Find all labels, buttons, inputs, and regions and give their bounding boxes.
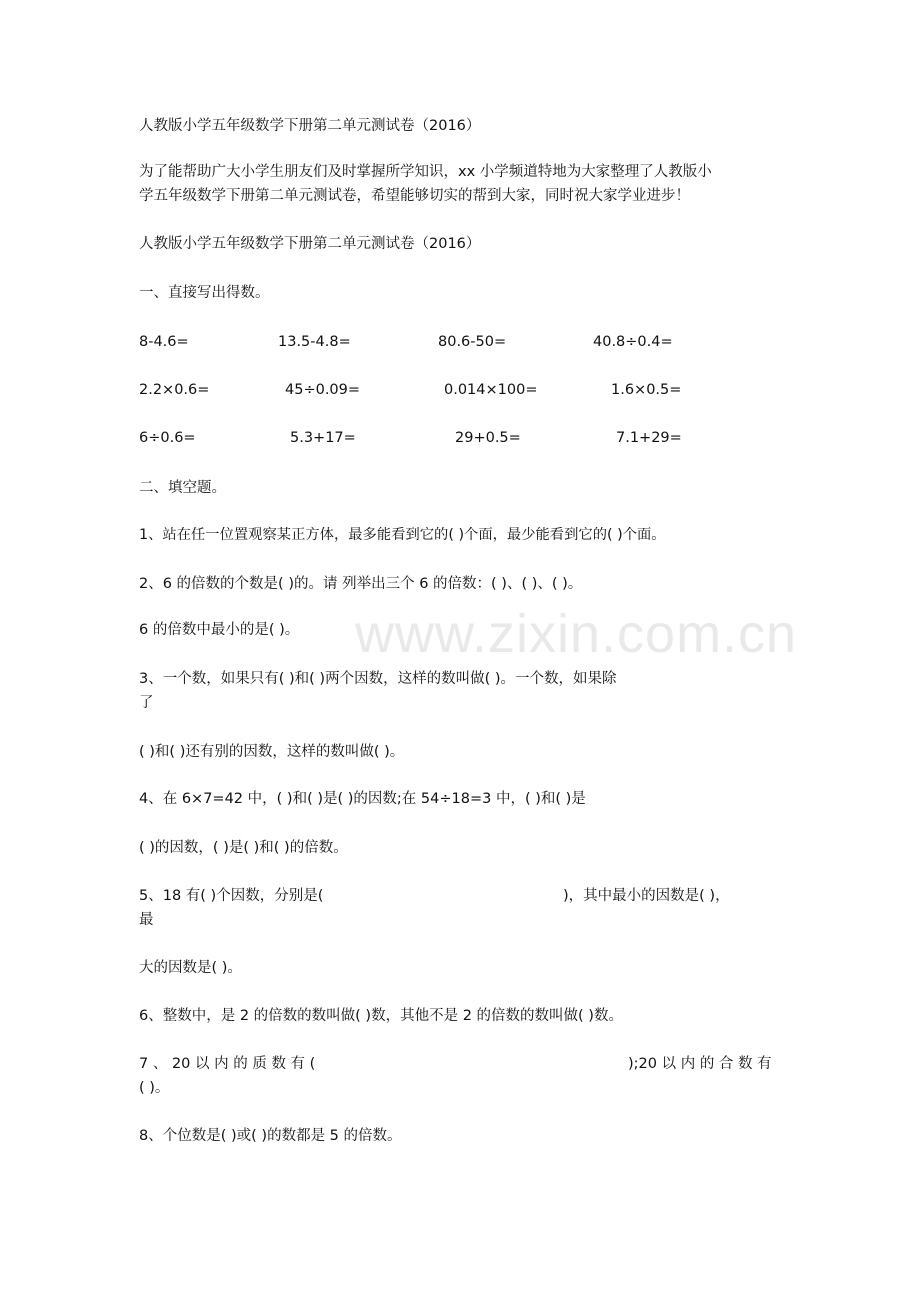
- document-title: 人教版小学五年级数学下册第二单元测试卷（2016）: [139, 118, 481, 134]
- intro-line-1: 为了能帮助广大小学生朋友们及时掌握所学知识，xx 小学频道特地为大家整理了人教版小: [139, 164, 712, 180]
- calc-item: 1.6×0.5=: [611, 382, 682, 398]
- calc-item: 7.1+29=: [616, 430, 682, 446]
- calc-item: 29+0.5=: [455, 430, 521, 446]
- calc-item: 6÷0.6=: [139, 430, 196, 446]
- question-8: 8、个位数是( )或( )的数都是 5 的倍数。: [139, 1128, 402, 1144]
- watermark: www.zixin.com.cn: [355, 604, 798, 664]
- question-1: 1、站在任一位置观察某正方体，最多能看到它的( )个面，最少能看到它的( )个面。: [139, 527, 666, 543]
- question-7-line-2: ( )。: [139, 1080, 170, 1096]
- calc-item: 13.5-4.8=: [278, 334, 351, 350]
- question-3-line-2: ( )和( )还有别的因数，这样的数叫做( )。: [139, 744, 405, 760]
- question-2-line-2: 6 的倍数中最小的是( )。: [139, 622, 300, 638]
- question-2-line-1: 2、6 的倍数的个数是( )的。请 列举出三个 6 的倍数：( )、( )、( )。: [139, 576, 583, 592]
- question-7-line-1: 7 、 20 以 内 的 质 数 有 (: [139, 1056, 316, 1072]
- question-4-line-2: ( )的因数，( )是( )和( )的倍数。: [139, 840, 348, 856]
- section1-heading: 一、直接写出得数。: [139, 285, 270, 301]
- calc-item: 8-4.6=: [139, 334, 189, 350]
- question-5-line-1: 5、18 有( )个因数，分别是(: [139, 888, 324, 904]
- question-3-line-1-wrap: 了: [139, 695, 154, 711]
- calc-item: 45÷0.09=: [285, 382, 361, 398]
- question-6: 6、整数中，是 2 的倍数的数叫做( )数，其他不是 2 的倍数的数叫做( )数。: [139, 1008, 623, 1024]
- calc-item: 0.014×100=: [444, 382, 538, 398]
- calc-item: 2.2×0.6=: [139, 382, 210, 398]
- question-5-line-1-wrap: 最: [139, 912, 154, 928]
- intro-line-2: 学五年级数学下册第二单元测试卷，希望能够切实的帮到大家，同时祝大家学业进步！: [139, 188, 690, 204]
- question-4-line-1: 4、在 6×7=42 中，( )和( )是( )的因数;在 54÷18=3 中，( )和( )是: [139, 791, 586, 807]
- subtitle: 人教版小学五年级数学下册第二单元测试卷（2016）: [139, 236, 481, 252]
- calc-item: 5.3+17=: [290, 430, 356, 446]
- question-7-line-1-end: );20 以 内 的 合 数 有: [628, 1056, 772, 1072]
- question-5-line-1-end: )，其中最小的因数是( )，: [563, 888, 730, 904]
- calc-item: 80.6-50=: [438, 334, 507, 350]
- section2-heading: 二、填空题。: [139, 480, 226, 496]
- question-5-line-2: 大的因数是( )。: [139, 960, 242, 976]
- question-3-line-1: 3、一个数，如果只有( )和( )两个因数，这样的数叫做( )。一个数，如果除: [139, 671, 617, 687]
- calc-item: 40.8÷0.4=: [593, 334, 673, 350]
